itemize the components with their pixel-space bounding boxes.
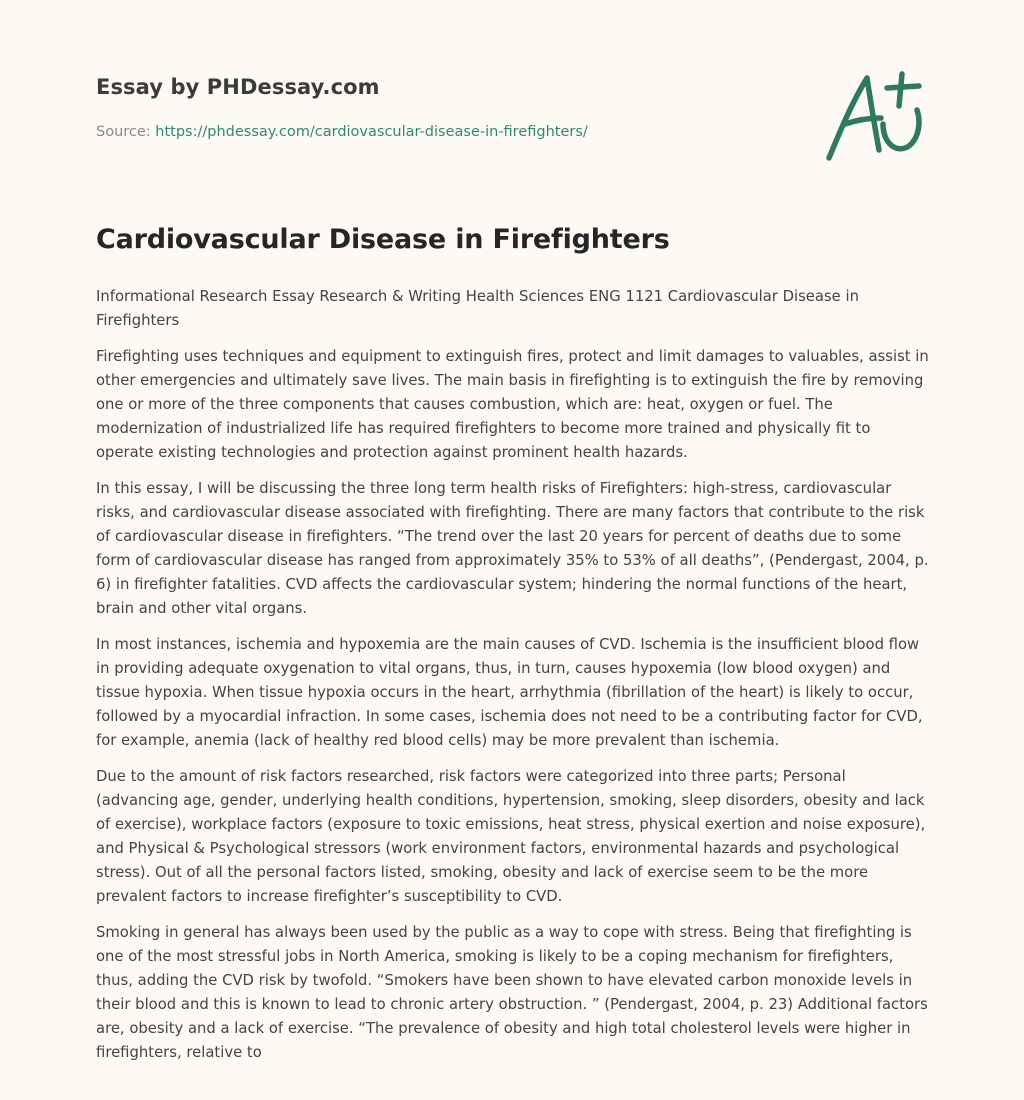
essay-paragraph: Informational Research Essay Research & Writing Health Sciences ENG 1121 Cardiovascular Disease in Firefighters [96, 288, 859, 329]
a-plus-logo-icon [823, 64, 933, 174]
source-label: Source: [96, 124, 156, 140]
essay-title: Cardiovascular Disease in Firefighters [96, 224, 670, 255]
essay-paragraph: Due to the amount of risk factors researched, risk factors were categorized into three parts; Personal (advancing age, gender, underlying health conditions, hypertension, smoking, sleep disorders, obesity and lack of exercise), workplace factors (exposure to toxic emissions, heat stress, physical exertion and noise exposure), and Physical & Psychological stressors (work environment factors, environmental hazards and psychological stress). Out of all the personal factors listed, smoking, obesity and lack of exercise seem to be the more prevalent factors to increase firefighter’s susceptibility to CVD. [96, 768, 926, 905]
essay-body [96, 285, 932, 1077]
source-line [96, 124, 588, 140]
source-link[interactable]: https://phdessay.com/cardiovascular-disease-in-firefighters/ [155, 124, 588, 140]
essay-paragraph: In most instances, ischemia and hypoxemia are the main causes of CVD. Ischemia is the insufficient blood flow in providing adequate oxygenation to vital organs, thus, in turn, causes hypoxemia (low blood oxygen) and tissue hypoxia. When tissue hypoxia occurs in the heart, arrhythmia (fibrillation of the heart) is likely to occur, followed by a myocardial infraction. In some cases, ischemia does not need to be a contributing factor for CVD, for example, anemia (lack of healthy red blood cells) may be more prevalent than ischemia. [96, 636, 923, 749]
essay-paragraph: In this essay, I will be discussing the three long term health risks of Firefighters: high-stress, cardiovascular risks, and cardiovascular disease associated with firefighting. There are many factors that contribute to the risk of cardiovascular disease in firefighters. “The trend over the last 20 years for percent of deaths due to some form of cardiovascular disease has ranged from approximately 35% to 53% of all deaths”, (Pendergast, 2004, p. 6) in firefighter fatalities. CVD affects the cardiovascular system; hindering the normal functions of the heart, brain and other vital organs. [96, 480, 929, 617]
essay-paragraph: Smoking in general has always been used by the public as a way to cope with stress. Being that firefighting is one of the most stressful jobs in North America, smoking is likely to be a coping mechanism for firefighters, thus, adding the CVD risk by twofold. “Smokers have been shown to have elevated carbon monoxide levels in their blood and this is known to lead to chronic artery obstruction. ” (Pendergast, 2004, p. 23) Additional factors are, obesity and a lack of exercise. “The prevalence of obesity and high total cholesterol levels were higher in firefighters, relative to [96, 924, 928, 1061]
brand-title: Essay by PHDessay.com [96, 75, 380, 99]
essay-paragraph: Firefighting uses techniques and equipment to extinguish fires, protect and limit damages to valuables, assist in other emergencies and ultimately save lives. The main basis in firefighting is to extinguish the fire by removing one or more of the three components that causes combustion, which are: heat, oxygen or fuel. The modernization of industrialized life has required firefighters to become more trained and physically fit to operate existing technologies and protection against prominent health hazards. [96, 348, 929, 461]
